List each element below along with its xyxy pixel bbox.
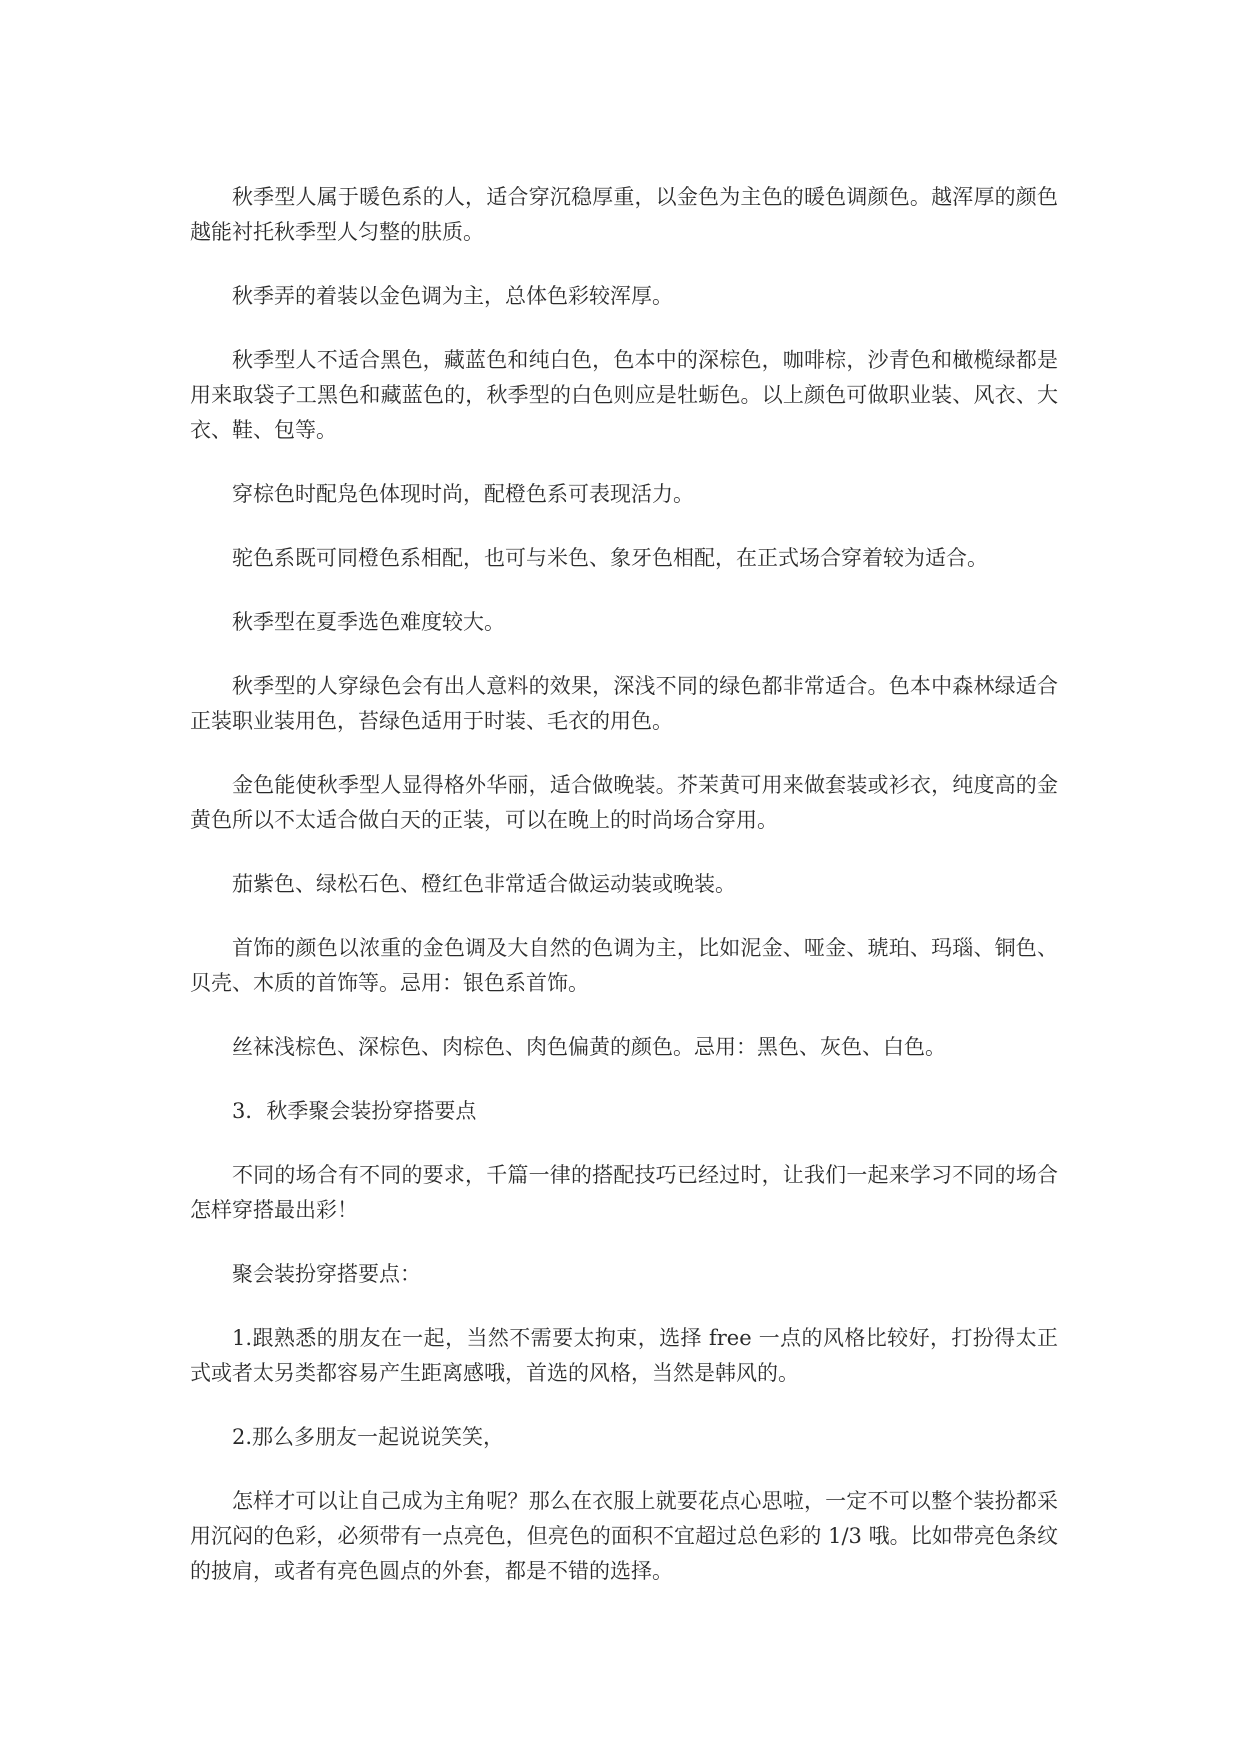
- list-item: 1.跟熟悉的朋友在一起，当然不需要太拘束，选择 free 一点的风格比较好，打扮得太正式或者太另类都容易产生距离感哦，首选的风格，当然是韩风的。: [190, 1326, 1058, 1385]
- paragraph: 丝袜浅棕色、深棕色、肉棕色、肉色偏黄的颜色。忌用：黑色、灰色、白色。: [232, 1035, 946, 1059]
- paragraph: 怎样才可以让自己成为主角呢？那么在衣服上就要花点心思啦，一定不可以整个装扮都采用沉闷的色彩，必须带有一点亮色，但亮色的面积不宜超过总色彩的 1/3 哦。比如带亮色条纹的披肩，或者有亮色圆点的外套，都是不错的选择。: [190, 1489, 1058, 1583]
- paragraph: 驼色系既可同橙色系相配，也可与米色、象牙色相配，在正式场合穿着较为适合。: [232, 546, 988, 570]
- paragraph: 秋季弄的着装以金色调为主，总体色彩较浑厚。: [232, 284, 673, 308]
- paragraph: 秋季型人不适合黑色，藏蓝色和纯白色，色本中的深棕色，咖啡棕，沙青色和橄榄绿都是用来取袋子工黑色和藏蓝色的，秋季型的白色则应是牡蛎色。以上颜色可做职业装、风衣、大衣、鞋、包等。: [190, 348, 1058, 442]
- list-item: 2.那么多朋友一起说说笑笑，: [232, 1425, 505, 1449]
- section-heading: 3．秋季聚会装扮穿搭要点: [232, 1099, 477, 1123]
- paragraph: 金色能使秋季型人显得格外华丽，适合做晚装。芥茉黄可用来做套装或衫衣，纯度高的金黄色所以不太适合做白天的正装，可以在晚上的时尚场合穿用。: [190, 773, 1058, 832]
- paragraph: 秋季型在夏季选色难度较大。: [232, 610, 505, 634]
- paragraph: 首饰的颜色以浓重的金色调及大自然的色调为主，比如泥金、哑金、琥珀、玛瑙、铜色、贝壳、木质的首饰等。忌用：银色系首饰。: [190, 936, 1058, 995]
- paragraph: 茄紫色、绿松石色、橙红色非常适合做运动装或晚装。: [232, 872, 736, 896]
- paragraph: 不同的场合有不同的要求，千篇一律的搭配技巧已经过时，让我们一起来学习不同的场合怎样穿搭最出彩！: [190, 1163, 1058, 1222]
- paragraph: 秋季型的人穿绿色会有出人意料的效果，深浅不同的绿色都非常适合。色本中森林绿适合正装职业装用色，苔绿色适用于时装、毛衣的用色。: [190, 674, 1058, 733]
- paragraph: 聚会装扮穿搭要点：: [232, 1262, 421, 1286]
- paragraph: 秋季型人属于暖色系的人，适合穿沉稳厚重，以金色为主色的暖色调颜色。越浑厚的颜色越能衬托秋季型人匀整的肤质。: [190, 185, 1058, 244]
- document-body: [190, 180, 1058, 1618]
- paragraph: 穿棕色时配凫色体现时尚，配橙色系可表现活力。: [232, 482, 694, 506]
